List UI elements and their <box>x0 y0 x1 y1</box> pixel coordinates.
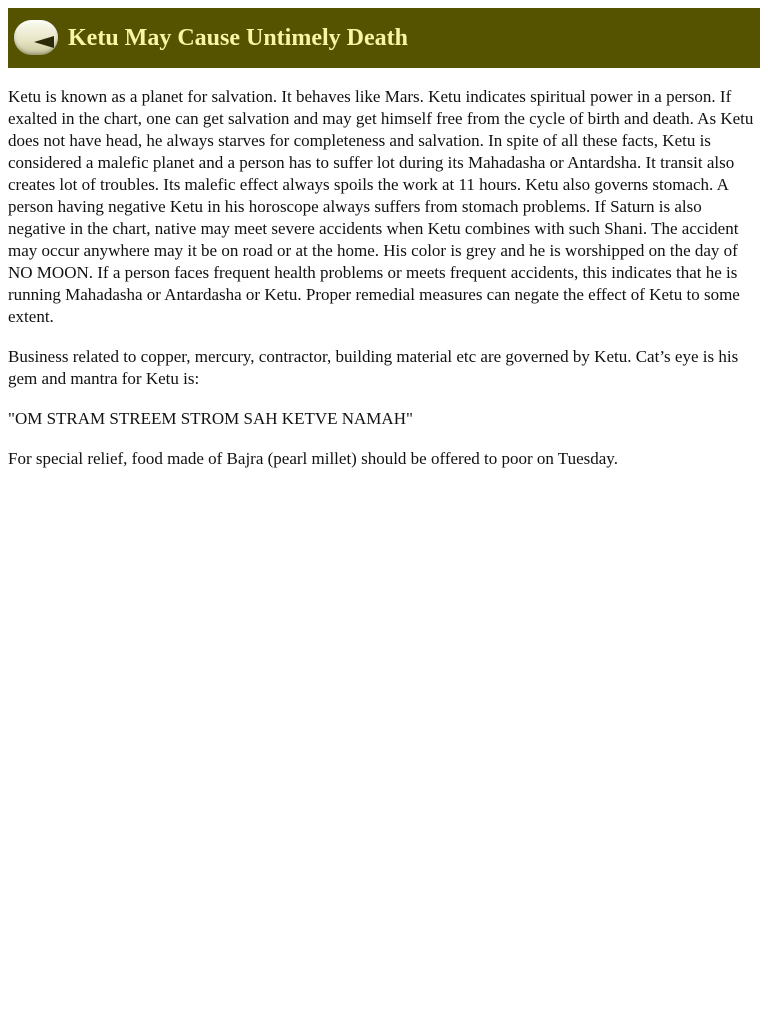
mantra-text: "OM STRAM STREEM STROM SAH KETVE NAMAH" <box>8 409 413 428</box>
article-paragraph: Business related to copper, mercury, contractor, building material etc are governed by Ketu. Cat’s eye is his gem and mantra for Ketu is: <box>8 347 739 388</box>
article-paragraph: For special relief, food made of Bajra (pearl millet) should be offered to poor on Tuesday. <box>8 449 618 468</box>
header-bar <box>8 8 760 68</box>
page-title: Ketu May Cause Untimely Death <box>68 25 408 51</box>
article-paragraph: Ketu is known as a planet for salvation. It behaves like Mars. Ketu indicates spiritual power in a person. If exalted in the chart, one can get salvation and may get himself free from the cycle of birth and death. As Ketu does not have head, he always starves for completeness and salvation. In spite of all these facts, Ketu is considered a malefic planet and a person has to suffer lot during its Mahadasha or Antardsha. It transit also creates lot of troubles. Its malefic effect always spoils the work at 11 hours. Ketu also governs stomach. A person having negative Ketu in his horoscope always suffers from stomach problems. If Saturn is also negative in the chart, native may meet severe accidents when Ketu combines with such Shani. The accident may occur anywhere may it be on road or at the home. His color is grey and he is worshipped on the day of NO MOON. If a person faces frequent health problems or meets frequent accidents, this indicates that he is running Mahadasha or Antardasha or Ketu. Proper remedial measures can negate the effect of Ketu to some extent. <box>8 87 754 326</box>
article-body <box>8 86 760 488</box>
back-button[interactable] <box>14 20 58 55</box>
back-arrow-icon <box>14 20 58 55</box>
